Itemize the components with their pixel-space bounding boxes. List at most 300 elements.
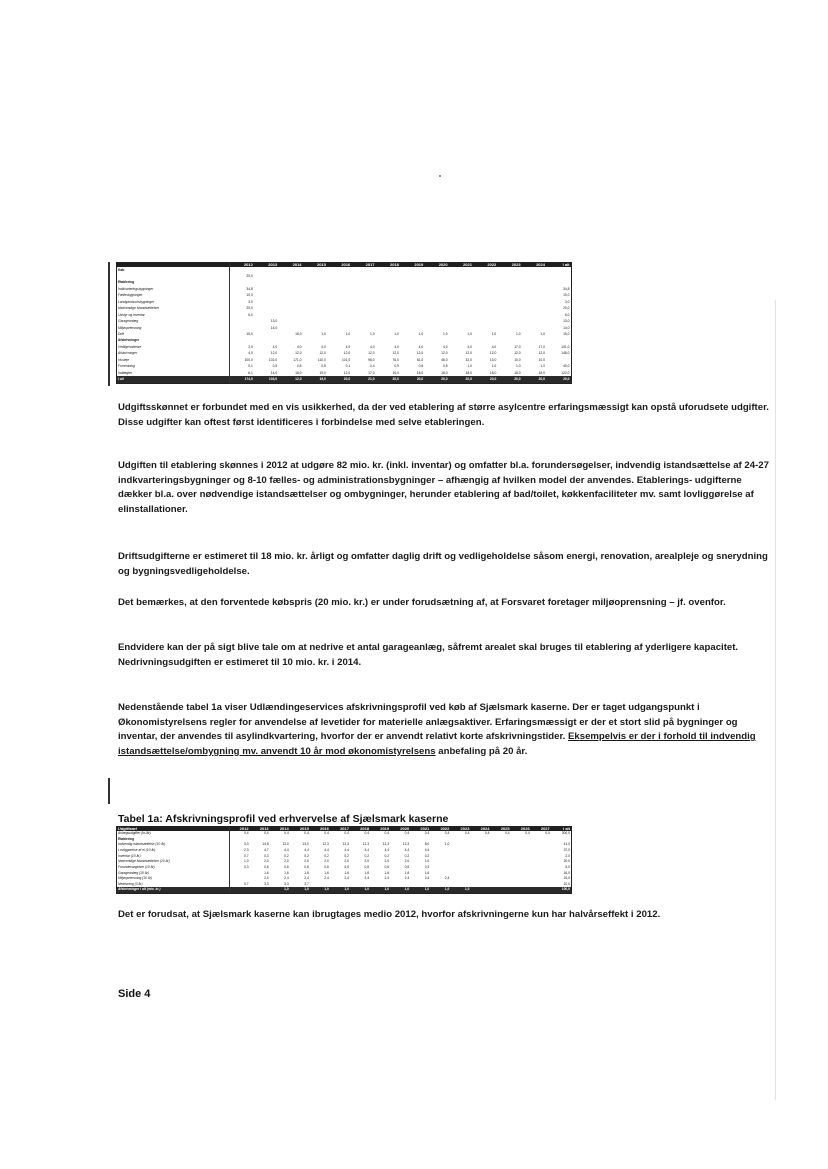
table-row-label: Nedrivning (3 år) [117, 882, 230, 888]
table-cell: 1,0 [444, 842, 450, 847]
table-cell: 2,4 [324, 876, 329, 881]
table-cell: 2,0 [404, 859, 410, 864]
table-cell: 4,4 [424, 848, 430, 853]
table-cell: 0,4 [525, 831, 530, 836]
table-cell: 1,0 [491, 331, 497, 336]
table-header-cell: 2021 [410, 827, 430, 831]
table-cell: 1,0 [270, 887, 290, 893]
table-cell: 101,0 [561, 344, 570, 349]
table-cell: 1,0 [516, 331, 521, 336]
table-cell: 0,4 [424, 831, 430, 836]
table-cell: 4,0 [467, 344, 472, 349]
table-cell: 1,0 [516, 364, 521, 369]
table-cell: 100,0 [551, 887, 571, 893]
table-cell: 20,0 [246, 274, 253, 278]
table-cell: 20,0 [563, 306, 570, 311]
table-cell: 0,4 [369, 364, 375, 369]
table-cell: 0,4 [464, 831, 470, 836]
table-cell: 12,3 [342, 842, 349, 847]
table-cell: 4,4 [304, 848, 309, 853]
table-cell: 1,6 [344, 870, 349, 875]
table-cell: 18,0 [441, 370, 448, 375]
table-cell: 0,6 [384, 864, 390, 869]
table-cell: 4,0 [443, 344, 448, 349]
table-cell: 1,0 [443, 331, 448, 336]
table-header-cell: 2027 [531, 827, 551, 831]
table-cell: 3,0 [248, 299, 253, 304]
table-cell: 0,4 [344, 831, 349, 836]
table-cell: 2,4 [384, 876, 390, 881]
table-cell: 12,0 [295, 351, 302, 356]
table-cell: 1,0 [418, 331, 424, 336]
table-cell: 4,0 [491, 344, 497, 349]
table-cell: 2,0 [384, 859, 390, 864]
depreciation-text: Nedenstående tabel 1a viser Udlændingeservices afskrivningsprofil ved køb af Sjælsmark kaserne. Der er taget udgangspunkt i Økonomistyrelsens regler for anvendelse af levetider for materielle anlægsaktiver. Erfaringsmæssigt er der et stort slid på bygninger og inventar, der anvendes til asylindkvartering, hvorfor der er anvendt relativt korte afskrivningstider. [118, 702, 738, 743]
table-header-cell: 2013 [250, 827, 270, 831]
table-cell: 0,1 [345, 364, 351, 369]
table-row-label: Miljøoprensning [117, 325, 230, 331]
table-cell: 21,0 [351, 376, 375, 383]
table-cell: 16,0 [563, 870, 570, 875]
table-cell: 0,5 [321, 364, 326, 369]
table-cell: 12,3 [402, 842, 410, 847]
table-header-cell: 2019 [400, 263, 424, 267]
table-cell: 2,4 [444, 876, 450, 881]
table-header-cell: I alt [551, 827, 571, 831]
table-cell: 3,0 [564, 299, 570, 304]
table-header-cell: 2016 [310, 827, 330, 831]
table-row-label: Afskrivninger [117, 351, 230, 357]
paragraph-uncertainty: Udgiftsskønnet er forbundet med en vis usikkerhed, da der ved etablering af større asylcentre erfaringsmæssigt kan opstå uforudsete udgifter. Disse udgifter kan oftest først identificeres i forbindelse med selve etableringen. [118, 402, 769, 428]
table-cell [470, 887, 490, 893]
table-row-label: I alt [117, 376, 230, 383]
margin-bar-middle [108, 778, 110, 804]
paragraph-garages: Endvidere kan der på sigt blive tale om at nedrive et antal garageanlæg, såfremt arealet skal bruges til etablering af yderligere kapacitet. Nedrivningsudgiften er estimeret til 10 mio. kr. i 2014. [118, 642, 739, 668]
table-cell: 4,0 [321, 344, 326, 349]
table-cell: 96,0 [368, 357, 375, 362]
table-cell: 0,4 [505, 831, 510, 836]
table-cell: 3,3 [243, 842, 249, 847]
table-cell: 12,0 [392, 351, 399, 356]
table-cell: 20,0 [376, 376, 400, 383]
table-cell: 148,0 [561, 351, 570, 356]
table-cell: 12,0 [270, 351, 278, 356]
table-cell: 17,0 [514, 344, 521, 349]
table-cell: 3,3 [264, 881, 269, 886]
table-cell [230, 887, 250, 893]
table-cell: 0,6 [304, 864, 309, 869]
table-row-label: Husleje [117, 357, 230, 363]
table-cell: 4,7 [264, 848, 269, 853]
paragraph-purchase-price: Det bemærkes, at den forventede købspris (20 mio. kr.) er under forudsætning af, at Forsvaret foretager miljøoprensning – jf. ovenfor. [118, 597, 726, 608]
table-row-label: Vedligeholdelse [117, 344, 230, 350]
table-cell: 2,4 [344, 876, 349, 881]
table-row-label: Indvendig istandsættelse (10 år) [117, 842, 230, 848]
table-cell: 0,6 [364, 864, 370, 869]
table-header-cell: 2016 [327, 263, 351, 267]
expense-table [116, 262, 572, 384]
table-cell: 0,6 [324, 864, 329, 869]
table-cell: 2,4 [304, 876, 309, 881]
table-cell: 1,0 [321, 331, 326, 336]
table-cell: 1,0 [467, 331, 472, 336]
table-cell: 13,0 [563, 319, 570, 324]
table-cell: 14,0 [270, 370, 278, 375]
table-row-label: Forrentning [117, 364, 230, 370]
table-header-cell: 2015 [290, 827, 310, 831]
depreciation-table-grid [117, 827, 571, 893]
table-cell: 4,4 [344, 848, 349, 853]
table-cell: 174,0 [230, 376, 254, 383]
table-cell: 20,0 [473, 376, 497, 383]
table-header-cell: 2024 [522, 263, 546, 267]
table-cell: 0,3 [424, 864, 430, 869]
table-cell: 17,0 [368, 370, 375, 375]
table-cell: 20,0 [424, 376, 448, 383]
table-cell: 13,0 [270, 319, 278, 324]
table-cell: 0,4 [284, 831, 289, 836]
table-cell: 0,4 [384, 831, 390, 836]
table-cell: 1,0 [540, 331, 545, 336]
depreciation-tail: anbefaling på 20 år. [435, 745, 528, 757]
table-cell: 4,0 [369, 344, 375, 349]
table-row-label: Garageanlæg (10 år) [117, 870, 230, 876]
table-cell: 0,4 [324, 831, 329, 836]
table-row-label: Køb [117, 267, 230, 273]
table-cell: 10,0 [538, 357, 545, 362]
table-cell: 8,0 [424, 842, 430, 847]
table-header-cell: 2020 [390, 827, 410, 831]
depreciation-table [116, 826, 572, 894]
table-cell: 18,0 [295, 331, 302, 336]
table-row-label: Landgarnisonsbygninger [117, 299, 230, 305]
table-cell: 20,0 [327, 376, 351, 383]
table-cell: 6,0 [248, 312, 253, 317]
table-row-label: Indtægter [117, 370, 230, 376]
table-cell: 12,3 [322, 842, 329, 847]
table-cell: 10,0 [563, 881, 570, 886]
table-cell: 12,3 [362, 842, 370, 847]
table-cell: 1,0 [330, 887, 350, 893]
scan-speck [439, 175, 441, 177]
table-cell: 0,2 [284, 853, 289, 858]
table-cell: 2,4 [284, 876, 289, 881]
table-cell: 0,2 [384, 853, 390, 858]
table-header-cell: 2026 [511, 827, 531, 831]
table-cell: 20,0 [400, 376, 424, 383]
table-cell: 12,0 [489, 351, 497, 356]
table-cell: 12,0 [368, 351, 375, 356]
table-cell: 4,0 [296, 344, 302, 349]
table-cell: 3,7 [304, 881, 309, 886]
table-cell: 0,3 [264, 853, 269, 858]
table-cell: 14,0 [563, 325, 570, 330]
table-cell: 10,0 [563, 293, 570, 298]
table-cell [531, 887, 551, 893]
table-cell: 4,4 [324, 848, 329, 853]
table-row-label: Afskrivninger [117, 338, 230, 344]
table-cell: 20,0 [246, 306, 253, 311]
table-cell: 18,0 [295, 370, 302, 375]
paragraph-establishment: Udgiften til etablering skønnes i 2012 at udgøre 82 mio. kr. (inkl. inventar) og omfatter bl.a. forundersøgelser, indvendig istandsættelse af 24-27 indkvarteringsbygninger og 8-10 fælles- og administrationsbygninger – afhængig af hvilken model der anvendes. Etablerings- udgifterne dækker bl.a. over nødvendige istandsættelser og ombygninger, herunder etablering af bad/toilet, køkkenfaciliteter mv. samt lovliggørelse af elinstallationer. [118, 460, 769, 515]
table-cell: 2,0 [264, 859, 269, 864]
table-cell: 32,0 [465, 357, 472, 362]
table-cell: 1,0 [369, 331, 375, 336]
table-cell: 12,0 [538, 351, 545, 356]
table-cell: 20,0 [563, 859, 570, 864]
table-cell: 6,1 [248, 370, 253, 375]
table-cell: 0,4 [364, 831, 370, 836]
table-cell: 0,4 [404, 831, 410, 836]
table-cell: 0,2 [304, 853, 309, 858]
table-cell: 101,0 [341, 357, 351, 362]
table-cell: 1,6 [384, 870, 390, 875]
table-cell: 12,0 [441, 351, 448, 356]
table-cell: 2,3 [243, 848, 249, 853]
table-cell: 10,0 [246, 293, 253, 298]
table-cell: 1,0 [370, 887, 390, 893]
table-cell: 110,0 [317, 357, 326, 362]
table-cell: 102,0 [268, 357, 278, 362]
table-cell: 171,0 [293, 357, 302, 362]
table-cell: 12,0 [416, 351, 424, 356]
table-cell: 12,0 [278, 376, 302, 383]
table-cell: 12,0 [343, 370, 351, 375]
table-cell: 1,0 [540, 364, 545, 369]
table-cell: 18,0 [465, 370, 472, 375]
table-row-label: Afskrivninger i alt (mio. kr.) [117, 887, 230, 893]
table-row-label: Nødvendige istandsættelser [117, 306, 230, 312]
table-cell: 0,5 [443, 364, 448, 369]
table-cell: 34,8 [563, 286, 570, 291]
table-cell: 1,0 [345, 331, 351, 336]
table-cell: 0,8 [296, 364, 302, 369]
table-cell: 0,2 [424, 853, 430, 858]
table-cell: 61,0 [416, 357, 424, 362]
table-header-cell: 2015 [303, 263, 327, 267]
table-row-label: Indkvarteringsbygninger [117, 286, 230, 292]
table-cell: 0,5 [272, 364, 278, 369]
table-cell: 2,0 [304, 859, 309, 864]
table-cell: 10,0 [514, 357, 521, 362]
table-cell: 1,6 [284, 870, 289, 875]
table-cell: 20,0 [497, 376, 521, 383]
table-cell: 122,0 [561, 370, 570, 375]
table-cell: 19,0 [303, 376, 327, 383]
table-cell: 103,0 [254, 376, 278, 383]
table-cell: 0,6 [264, 864, 269, 869]
table-cell: 1,0 [450, 887, 470, 893]
table-header-cell: 2020 [424, 263, 448, 267]
table-row-label: Forundersøgelser (10 år) [117, 865, 230, 871]
table-row-label: Garageanlæg [117, 319, 230, 325]
table-row-label: Fællesbygninger [117, 293, 230, 299]
table-cell: 1,6 [324, 870, 329, 875]
table-cell: 2,0 [284, 859, 289, 864]
table-cell: 4,0 [345, 344, 351, 349]
table-cell: 4,0 [418, 344, 424, 349]
table-cell: 41,0 [563, 842, 570, 847]
table-cell: 0,4 [484, 831, 490, 836]
table-cell: 10,0 [489, 357, 497, 362]
table-cell: 40,0 [563, 364, 570, 369]
table-cell: 1,6 [364, 870, 370, 875]
table-cell: 0,4 [243, 831, 249, 836]
table-cell: 6,0 [564, 312, 570, 317]
table-cell: 1,0 [310, 887, 330, 893]
table-cell: 2,4 [404, 876, 410, 881]
table-cell: 3,3 [284, 881, 289, 886]
table-cell: 20,0 [449, 376, 473, 383]
table-row-label: Anlægsudgifter (kr./år) [117, 831, 230, 837]
table-cell: 0,2 [324, 853, 329, 858]
table-cell: 18,0 [514, 370, 521, 375]
table-cell: 0,6 [344, 864, 349, 869]
table-header-cell: 2025 [491, 827, 511, 831]
table-cell: 2,0 [565, 853, 570, 858]
table-cell: 0,2 [344, 853, 349, 858]
table-cell [491, 887, 511, 893]
table-cell: 24,0 [563, 876, 570, 881]
table-cell: 20,0 [522, 376, 546, 383]
table-cell: 1,0 [290, 887, 310, 893]
table-cell: 14,8 [262, 842, 269, 847]
table-cell: 1,0 [467, 364, 472, 369]
table-row-label: Miljøoprensning (10 år) [117, 876, 230, 882]
table-cell: 2,0 [248, 344, 253, 349]
table-header-cell: 2012 [230, 263, 254, 267]
table-cell: 1,0 [424, 859, 430, 864]
table-cell: 4,4 [384, 848, 390, 853]
table-cell: 2,4 [424, 876, 430, 881]
table-header-cell: 2018 [350, 827, 370, 831]
paragraph-depreciation [118, 701, 770, 759]
paragraph-operating-costs: Driftsudgifterne er estimeret til 18 mio. kr. årligt og omfatter daglig drift og vedligeholdelse såsom energi, renovation, arealpleje og snerydning og bygningsvedligeholdelse. [118, 551, 768, 577]
table-cell: 2,4 [264, 876, 269, 881]
table-row-label: Udstyr og inventar [117, 312, 230, 318]
table-header-cell: 2014 [278, 263, 302, 267]
table-cell: 0,2 [364, 853, 370, 858]
table-cell: 13,0 [302, 842, 309, 847]
table-cell: 1,6 [304, 870, 309, 875]
table-cell: 1,0 [491, 364, 497, 369]
table-cell: 17,0 [538, 344, 545, 349]
table-header-cell: 2017 [330, 827, 350, 831]
margin-bar-top [108, 262, 110, 386]
table-cell: 0,4 [304, 831, 309, 836]
table-header-cell: 2023 [450, 827, 470, 831]
table-cell: 12,0 [514, 351, 521, 356]
table-cell: 37,0 [563, 848, 570, 853]
table-row-label: Lovliggørelse af el (10 år) [117, 848, 230, 854]
table-cell: 0,6 [418, 364, 424, 369]
table-row-label: Nødvendige istandsættelser (10 år) [117, 859, 230, 865]
table-row-label: Etablering [117, 837, 230, 843]
table-cell: 2,0 [364, 859, 370, 864]
table-row-label: Etablering [117, 280, 230, 286]
table-cell: 300,0 [561, 831, 570, 836]
table-header-cell: 2021 [449, 263, 473, 267]
table-cell: 1,6 [404, 870, 410, 875]
table-header-cell: 2012 [230, 827, 250, 831]
expense-table-grid [117, 263, 571, 383]
table-cell: 20,0 [546, 376, 571, 383]
table-cell: 1,0 [350, 887, 370, 893]
table-cell: 12,0 [319, 351, 326, 356]
depreciation-underlined: Eksempelvis er der i forhold til indvendig istandsættelse/ombygning mv. anvendt 10 år mod økonomistyrelsens [118, 731, 756, 757]
table-cell: 1,0 [243, 859, 249, 864]
table-cell: 1,6 [424, 870, 430, 875]
table-cell: 1,6 [264, 870, 269, 875]
table-cell: 12,0 [465, 351, 472, 356]
table-cell: 2,0 [324, 859, 329, 864]
table-cell: 16,0 [392, 370, 399, 375]
table-cell: 4,4 [284, 848, 289, 853]
table-caption: Tabel 1a: Afskrivningsprofil ved erhvervelse af Sjælsmark kaserne [118, 813, 449, 825]
table-cell: 6,0 [565, 864, 570, 869]
table-cell: 1,0 [430, 887, 450, 893]
table-cell: 100,0 [244, 357, 253, 362]
table-cell: 19,0 [563, 331, 570, 336]
table-cell: 2,0 [344, 859, 349, 864]
table-header-cell: 2014 [270, 827, 290, 831]
table-cell: 0,1 [248, 364, 253, 369]
table-cell: 46,0 [441, 357, 448, 362]
table-cell: 0,6 [404, 864, 410, 869]
scan-vertical-line [775, 300, 776, 1100]
table-header-cell: 2018 [376, 263, 400, 267]
table-cell: 18,0 [538, 370, 545, 375]
table-cell: 18,0 [416, 370, 424, 375]
table-cell: 12,0 [343, 351, 351, 356]
table-header-cell: 2017 [351, 263, 375, 267]
table-cell: 34,8 [246, 286, 253, 291]
table-cell: 19,0 [319, 370, 326, 375]
table-header-cell: 2022 [430, 827, 450, 831]
table-row-label: Inventar (10 år) [117, 854, 230, 860]
table-cell: 4,4 [404, 848, 410, 853]
table-cell: 0,7 [243, 853, 249, 858]
table-header-cell: 2019 [370, 827, 390, 831]
table-cell: 0,4 [264, 831, 269, 836]
table-cell: 1,0 [394, 331, 399, 336]
table-cell [250, 887, 270, 893]
table-cell: 18,0 [489, 370, 497, 375]
table-cell: 2,4 [364, 876, 370, 881]
table-cell: 0,6 [284, 864, 289, 869]
table-cell [511, 887, 531, 893]
table-cell: 1,0 [390, 887, 410, 893]
table-total-row [117, 376, 571, 383]
table-header-cell: 2023 [497, 263, 521, 267]
table-cell: 4,0 [394, 344, 399, 349]
table-cell: 0,9 [394, 364, 399, 369]
table-cell: 12,3 [382, 842, 390, 847]
table-cell: 4,4 [364, 848, 370, 853]
table-cell: 0,4 [444, 831, 450, 836]
table-cell: 76,0 [392, 357, 399, 362]
table-cell: 0,4 [545, 831, 550, 836]
table-cell: 4,0 [248, 351, 253, 356]
table-header-cell: 2013 [254, 263, 278, 267]
table-cell: 15,0 [246, 331, 253, 336]
table-cell: 4,0 [272, 344, 278, 349]
page-number: Side 4 [118, 988, 151, 1000]
table-header-label: Udgiftsart [117, 827, 230, 831]
table-header-cell: 2024 [470, 827, 490, 831]
table-cell: 0,7 [243, 881, 249, 886]
table-row-label: Drift [117, 331, 230, 337]
